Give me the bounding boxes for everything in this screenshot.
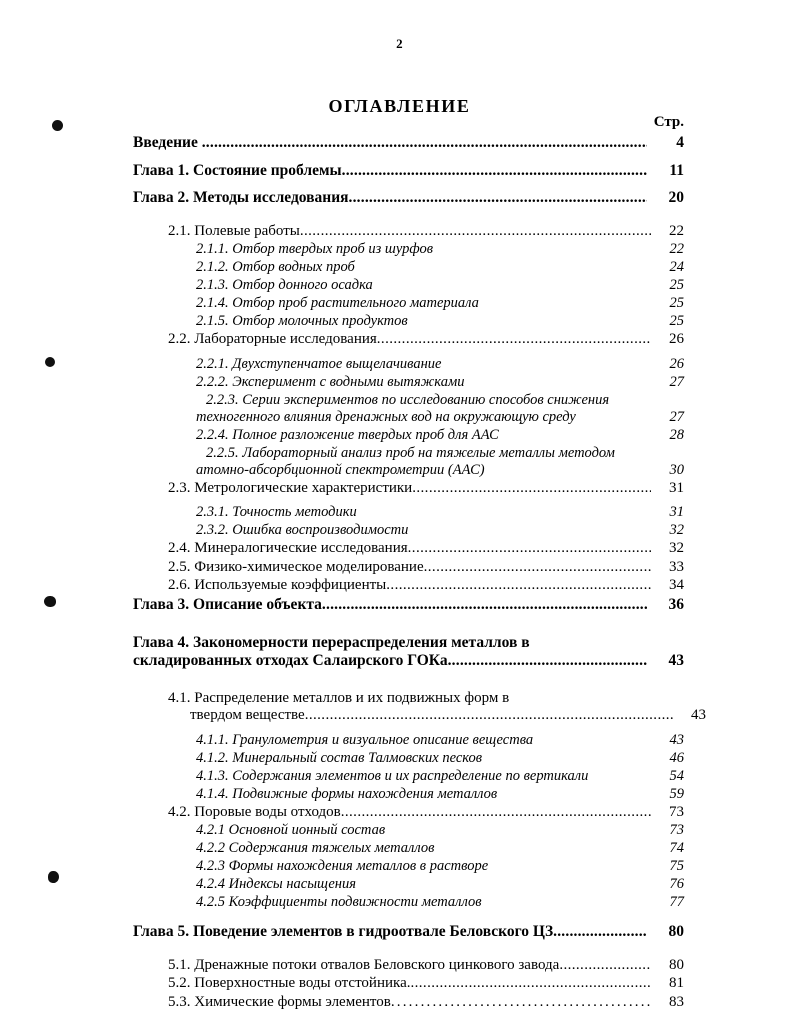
toc-leader-dots	[349, 189, 647, 207]
toc-leader-dots	[377, 331, 651, 348]
toc-leader-dots	[559, 957, 651, 974]
toc-entry-level-2[interactable]	[168, 690, 706, 724]
spacer	[133, 912, 684, 923]
toc-entry-level-2[interactable]	[168, 480, 684, 497]
toc-leader-dots	[408, 540, 651, 557]
toc-entry-page-number: 32	[669, 522, 684, 538]
binding-hole-mark	[44, 596, 56, 607]
page-column-header: Стр.	[653, 114, 684, 130]
toc-entry-page-number: 31	[669, 504, 684, 520]
page-number: 2	[396, 36, 403, 51]
toc-entry-level-2[interactable]	[168, 331, 684, 348]
toc-entry-row	[196, 750, 684, 767]
toc-entry-row	[196, 313, 684, 330]
toc-entry-level-3[interactable]	[196, 894, 684, 911]
toc-entry-row	[196, 356, 684, 373]
toc-entry-level-1[interactable]	[133, 134, 684, 152]
toc-entry-level-3[interactable]	[196, 427, 684, 444]
toc-entry-level-2[interactable]	[168, 540, 684, 557]
toc-entry-level-3[interactable]	[196, 504, 684, 521]
toc-entry-page-number: 54	[669, 767, 684, 784]
toc-leader-dots	[341, 804, 651, 821]
toc-entry-row	[196, 427, 684, 444]
toc-entry-row	[168, 975, 684, 992]
toc-entry-label: 2.4. Минералогические исследования	[168, 540, 408, 556]
toc-entry-page-number: 25	[669, 295, 684, 311]
toc-entry-label: Введение	[133, 134, 202, 151]
spacer	[133, 679, 684, 690]
toc-entry-row	[196, 858, 684, 875]
toc-entry-label: 4.1.3. Содержания элементов и их распределение по вертикали	[196, 767, 589, 784]
spacer	[133, 623, 684, 634]
toc-entry-page-number: 43	[691, 707, 706, 723]
toc-entry-page-number: 80	[669, 956, 684, 973]
toc-entry-level-2[interactable]	[168, 804, 684, 821]
toc-entry-page-number: 22	[669, 241, 684, 257]
toc-entry-level-2[interactable]	[168, 223, 684, 240]
toc-entry-page-number: 77	[669, 894, 684, 910]
toc-entry-page-number: 22	[669, 222, 684, 239]
toc-entry-page-number: 26	[669, 331, 684, 347]
toc-entry-row	[196, 732, 684, 749]
toc-entry-label: атомно-абсорбционной спектрометрии (ААС)	[196, 461, 485, 478]
toc-entry-label: 4.1.4. Подвижные формы нахождения металлов	[196, 785, 498, 802]
toc-entry-label: 2.1.5. Отбор молочных продуктов	[196, 313, 408, 329]
toc-entry-page-number: 34	[669, 577, 684, 593]
toc-entry-page-number: 27	[669, 373, 684, 390]
toc-entry-level-1[interactable]	[133, 162, 684, 180]
toc-entry-label: 2.2.2. Эксперимент с водными вытяжками	[196, 373, 465, 390]
toc-entry-level-3[interactable]	[196, 374, 684, 391]
toc-leader-dots	[391, 994, 651, 1011]
toc-entry-level-3[interactable]	[196, 786, 684, 803]
toc-entry-label: 2.1. Полевые работы	[168, 222, 300, 239]
toc-entry-level-1[interactable]	[133, 634, 684, 670]
toc-entry-level-2[interactable]	[168, 975, 684, 992]
toc-entry-label: 4.2.3 Формы нахождения металлов в растворе	[196, 858, 489, 874]
toc-entry-row	[168, 804, 684, 821]
toc-entry-level-3[interactable]	[196, 876, 684, 893]
toc-entry-page-number: 46	[669, 749, 684, 766]
toc-entry-level-1[interactable]	[133, 189, 684, 207]
binding-hole-mark	[48, 871, 59, 883]
toc-entry-page-number: 59	[669, 785, 684, 802]
toc-entry-row	[133, 162, 684, 180]
toc-entry-row	[196, 295, 684, 312]
toc-entry-label: 4.2.4 Индексы насыщения	[196, 876, 356, 892]
toc-entry-page-number: 27	[669, 408, 684, 425]
toc-entry-row	[196, 277, 684, 294]
toc-entry-level-3[interactable]	[196, 840, 684, 857]
toc-entry-row	[133, 596, 684, 614]
toc-entry-page-number: 73	[669, 822, 684, 838]
toc-entry-label: 2.1.1. Отбор твердых проб из шурфов	[196, 241, 433, 257]
toc-entry-page-number: 32	[669, 540, 684, 556]
toc-entry-level-3[interactable]	[196, 392, 684, 426]
toc-entry-page-number: 30	[669, 461, 684, 478]
toc-entry-label: 4.1.1. Гранулометрия и визуальное описание вещества	[196, 731, 534, 748]
toc-entry-page-number: 20	[668, 189, 684, 206]
toc-entry-level-3[interactable]	[196, 522, 684, 539]
toc-entry-level-2[interactable]	[168, 957, 684, 974]
toc-entry-label: 2.5. Физико-химическое моделирование	[168, 558, 424, 575]
toc-entry-label: 4.2.2 Содержания тяжелых металлов	[196, 840, 435, 856]
toc-leader-dots	[412, 480, 651, 497]
toc-leader-dots	[410, 975, 651, 992]
toc-entry-label: 5.3. Химические формы элементов	[168, 993, 391, 1010]
toc-entry-row	[168, 540, 684, 557]
toc-entry-label: 2.1.4. Отбор проб растительного материала	[196, 295, 479, 311]
toc-entry-label: 2.1.3. Отбор донного осадка	[196, 277, 373, 293]
toc-entry-row	[196, 504, 684, 521]
toc-entry-page-number: 33	[669, 558, 684, 575]
toc-entry-label-line1: 4.1. Распределение металлов и их подвижных форм в	[168, 690, 510, 706]
toc-entry-level-1[interactable]	[133, 596, 684, 614]
toc-entry-row	[168, 480, 684, 497]
toc-entry-label: 2.2.1. Двухступенчатое выщелачивание	[196, 355, 442, 372]
toc-entry-level-3[interactable]	[196, 750, 684, 767]
toc-entry-page-number: 73	[669, 803, 684, 820]
toc-leader-dots	[342, 162, 647, 180]
toc-entry-level-1[interactable]	[133, 923, 684, 941]
toc-entry-row	[196, 241, 684, 258]
toc-entry-level-3[interactable]	[196, 822, 684, 839]
toc-entry-label: 2.3. Метрологические характеристики	[168, 479, 413, 496]
toc-entry-level-3[interactable]	[196, 356, 684, 373]
toc-entry-label: 4.1.2. Минеральный состав Талмовских песков	[196, 749, 483, 766]
toc-entry-row	[196, 462, 684, 479]
toc-entry-label: 2.2. Лабораторные исследования	[168, 331, 377, 347]
toc-entry-row	[133, 134, 684, 152]
toc-entry-level-3[interactable]	[196, 858, 684, 875]
toc-entry-label-line1: 2.2.3. Серии экспериментов по исследованию способов снижения	[206, 391, 610, 408]
toc-entry-label: твердом веществе	[190, 707, 305, 723]
toc-entry-row	[196, 522, 684, 539]
toc-leader-dots	[202, 134, 647, 152]
toc-entry-label-line1: Глава 4. Закономерности перераспределения металлов в	[133, 634, 530, 651]
toc-entry-row	[168, 577, 684, 594]
toc-leader-dots	[553, 923, 647, 941]
toc-entry-label: 2.3.2. Ошибка воспроизводимости	[196, 522, 409, 538]
toc-entry-level-3[interactable]	[196, 313, 684, 330]
toc-entry-row	[196, 374, 684, 391]
toc-entry-row	[196, 894, 684, 911]
toc-entry-row	[168, 331, 684, 348]
binding-hole-mark	[45, 357, 55, 367]
toc-entry-label: Глава 5. Поведение элементов в гидроотвале Беловского ЦЗ	[133, 923, 554, 940]
toc-entry-row	[196, 840, 684, 857]
toc-entry-level-3[interactable]	[196, 768, 684, 785]
toc-entry-page-number: 26	[669, 355, 684, 372]
toc-leader-dots	[305, 707, 673, 724]
toc-entry-level-2[interactable]	[168, 994, 684, 1011]
toc-entry-row	[133, 652, 684, 670]
toc-entry-label: 2.1.2. Отбор водных проб	[196, 259, 355, 275]
toc-entry-label: техногенного влияния дренажных вод на окружающую среду	[196, 408, 576, 425]
toc-leader-dots	[424, 559, 651, 576]
toc-entry-page-number: 75	[669, 858, 684, 874]
toc-entry-row	[196, 786, 684, 803]
toc-entry-label: 4.2.1 Основной ионный состав	[196, 822, 386, 838]
toc-entry-row	[168, 994, 684, 1011]
toc-entry-page-number: 4	[676, 134, 684, 151]
toc-entry-row	[168, 223, 684, 240]
toc-entry-page-number: 80	[668, 923, 684, 940]
toc-entry-level-2[interactable]	[168, 577, 684, 594]
toc-entry-level-3[interactable]	[196, 259, 684, 276]
toc-entry-label-line1: 2.2.5. Лабораторный анализ проб на тяжелые металлы методом	[206, 444, 615, 461]
toc-entry-label: Глава 3. Описание объекта	[133, 595, 322, 613]
toc-leader-dots	[300, 223, 651, 240]
toc-entry-label: 5.2. Поверхностные воды отстойника.	[168, 975, 411, 991]
toc-entry-page-number: 31	[669, 479, 684, 496]
toc-leader-dots	[322, 596, 647, 614]
table-of-contents	[133, 134, 706, 1012]
toc-entry-label: Глава 1. Состояние проблемы	[133, 161, 342, 179]
toc-entry-row	[168, 559, 684, 576]
toc-entry-level-3[interactable]	[196, 277, 684, 294]
toc-entry-row	[196, 259, 684, 276]
toc-entry-page-number: 36	[668, 595, 684, 613]
toc-entry-page-number: 74	[669, 840, 684, 856]
toc-entry-row	[168, 707, 706, 724]
toc-entry-row	[196, 876, 684, 893]
toc-entry-page-number: 28	[669, 426, 684, 443]
toc-entry-page-number: 43	[668, 652, 684, 669]
page-title: ОГЛАВЛЕНИЕ	[328, 96, 471, 116]
toc-entry-row	[168, 957, 684, 974]
toc-entry-page-number: 76	[669, 876, 684, 892]
toc-entry-row	[196, 409, 684, 426]
toc-leader-dots	[386, 577, 651, 594]
toc-entry-label: 2.6. Используемые коэффициенты	[168, 577, 387, 593]
toc-entry-page-number: 25	[669, 313, 684, 329]
toc-entry-label: 4.2. Поровые воды отходов	[168, 803, 341, 820]
toc-entry-page-number: 43	[669, 731, 684, 748]
toc-entry-row	[133, 923, 684, 941]
toc-entry-label: складированных отходах Салаирского ГОКа	[133, 652, 448, 669]
toc-entry-label: 5.1. Дренажные потоки отвалов Беловского цинкового завода	[168, 956, 560, 973]
toc-entry-label: 2.3.1. Точность методики	[196, 504, 357, 520]
toc-leader-dots	[448, 652, 647, 670]
toc-entry-level-3[interactable]	[196, 241, 684, 258]
toc-entry-label: Глава 2. Методы исследования	[133, 189, 349, 206]
toc-entry-label: 4.2.5 Коэффициенты подвижности металлов	[196, 894, 482, 910]
toc-entry-page-number: 83	[669, 993, 684, 1010]
toc-entry-level-3[interactable]	[196, 732, 684, 749]
toc-entry-row	[133, 189, 684, 207]
toc-entry-row	[196, 822, 684, 839]
toc-entry-page-number: 81	[669, 975, 684, 991]
toc-entry-row	[196, 768, 684, 785]
toc-entry-level-3[interactable]	[196, 445, 684, 479]
toc-entry-level-3[interactable]	[196, 295, 684, 312]
toc-entry-page-number: 11	[669, 161, 684, 179]
toc-entry-label: 2.2.4. Полное разложение твердых проб для ААС	[196, 426, 499, 443]
toc-entry-page-number: 25	[669, 277, 684, 293]
toc-entry-level-2[interactable]	[168, 559, 684, 576]
toc-entry-page-number: 24	[669, 259, 684, 275]
